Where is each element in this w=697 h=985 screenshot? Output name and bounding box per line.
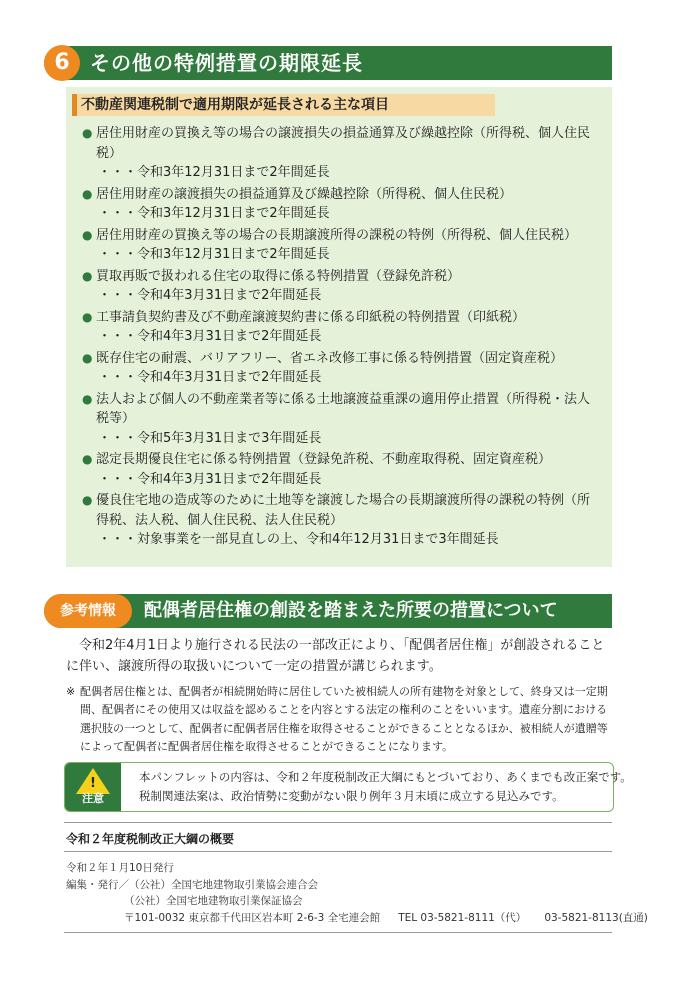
bullet-icon: ● xyxy=(82,126,93,140)
item-extension: ・・・令和4年3月31日まで2年間延長 xyxy=(98,370,322,385)
caution-line-1: 本パンフレットの内容は、令和２年度税制改正大綱にもとづいており、あくまでも改正案です。 xyxy=(139,770,632,784)
caution-box xyxy=(64,762,632,812)
section-number-badge: 6 xyxy=(44,45,80,81)
publication-date: 令和２年１月10日発行 xyxy=(66,862,174,874)
item-title: 買取再販で扱われる住宅の取得に係る特例措置（登録免許税） xyxy=(96,268,461,284)
caution-label: 注意 xyxy=(82,792,104,805)
item-extension: ・・・令和3年12月31日まで2年間延長 xyxy=(98,165,330,180)
bullet-icon: ● xyxy=(82,186,93,201)
section-title: その他の特例措置の期限延長 xyxy=(90,51,363,75)
list-item xyxy=(82,390,602,449)
list-item xyxy=(82,450,602,489)
extension-list xyxy=(82,124,602,552)
section-6-header xyxy=(44,46,612,80)
item-title: 法人および個人の不動産業者等に係る土地譲渡益重課の適用停止措置（所得税・法人税等） xyxy=(96,391,591,426)
bullet-icon: ● xyxy=(82,268,93,283)
bullet-icon: ● xyxy=(82,391,93,406)
item-extension: ・・・令和5年3月31日まで3年間延長 xyxy=(98,430,322,446)
reference-label-badge: 参考情報 xyxy=(44,594,132,628)
tel-main: TEL 03-5821-8111（代） xyxy=(398,911,527,924)
caution-text xyxy=(139,768,632,806)
item-title: 認定長期優良住宅に係る特例措置（登録免許税、不動産取得税、固定資産税） xyxy=(96,452,552,467)
item-title: 工事請負契約書及び不動産譲渡契約書に係る印紙税の特例措置（印紙税） xyxy=(96,309,526,325)
publication-info xyxy=(66,860,648,926)
publication-title: 令和２年度税制改正大綱の概要 xyxy=(66,832,235,846)
list-item xyxy=(82,226,602,265)
list-item xyxy=(82,185,602,224)
reference-header xyxy=(44,594,612,628)
item-title: 居住用財産の買換え等の場合の長期譲渡所得の課税の特例（所得税、個人住民税） xyxy=(96,227,578,243)
list-item xyxy=(82,308,602,347)
extension-items-panel xyxy=(66,87,612,567)
address-line xyxy=(66,910,648,927)
caution-label-block xyxy=(65,763,121,811)
address: 〒101-0032 東京都千代田区岩本町 2-6-3 全宅連会館 xyxy=(124,911,381,924)
item-extension: ・・・令和3年12月31日まで2年間延長 xyxy=(98,247,330,262)
item-extension: ・・・対象事業を一部見直しの上、令和4年12月31日まで3年間延長 xyxy=(98,532,499,547)
divider xyxy=(64,932,612,933)
reference-note: 配偶者居住権とは、配偶者が相続開始時に居住していた被相続人の所有建物を対象として、終身又は一定期間、配偶者にその使用又は収益を認めることを内容とする法定の権利のことをいいます。遺産分割における選択肢の一つとして、配偶者に配偶者居住権を取得させることができることとなるほか、被相続人が遺贈等によって配偶者に配偶者居住権を取得させることができることになります。 xyxy=(80,685,608,753)
item-extension: ・・・令和3年12月31日まで2年間延長 xyxy=(98,206,330,221)
item-title: 優良住宅地の造成等のために土地等を譲渡した場合の長期譲渡所得の課税の特例（所得税、法人税、個人住民税、法人住民税） xyxy=(96,493,591,528)
publisher-1: 編集・発行／（公社）全国宅地建物取引業協会連合会 xyxy=(66,878,318,891)
bullet-icon: ● xyxy=(82,227,93,242)
publisher-2: （公社）全国宅地建物取引業保証協会 xyxy=(124,895,303,907)
item-extension: ・・・令和4年3月31日まで2年間延長 xyxy=(98,471,322,487)
bullet-icon: ● xyxy=(82,350,93,365)
list-item xyxy=(82,267,602,306)
item-extension: ・・・令和4年3月31日まで2年間延長 xyxy=(98,288,322,303)
tel-direct: 03-5821-8113(直通) xyxy=(544,911,648,924)
caution-line-2: 税制関連法案は、政治情勢に変動がない限り例年３月末頃に成立する見込みです。 xyxy=(139,789,564,803)
list-item xyxy=(82,491,602,550)
exclamation-icon: ! xyxy=(90,776,96,791)
list-item xyxy=(82,349,602,388)
bullet-icon: ● xyxy=(82,309,93,324)
item-title: 居住用財産の買換え等の場合の譲渡損失の損益通算及び繰越控除（所得税、個人住民税） xyxy=(96,126,591,161)
bullet-icon: ● xyxy=(82,493,93,507)
item-title: 居住用財産の譲渡損失の損益通算及び繰越控除（所得税、個人住民税） xyxy=(96,186,513,202)
item-extension: ・・・令和4年3月31日まで2年間延長 xyxy=(98,329,322,344)
divider xyxy=(64,851,612,852)
reference-title: 配偶者居住権の創設を踏まえた所要の措置について xyxy=(144,600,558,621)
note-mark: ※ xyxy=(66,685,76,698)
list-item xyxy=(82,124,602,183)
bullet-icon: ● xyxy=(82,452,93,466)
panel-subheading: 不動産関連税制で適用期限が延長される主な項目 xyxy=(72,94,495,116)
item-title: 既存住宅の耐震、バリアフリー、省エネ改修工事に係る特例措置（固定資産税） xyxy=(96,350,563,366)
reference-body: 令和2年4月1日より施行される民法の一部改正により、「配偶者居住権」が創設されることに伴い、譲渡所得の取扱いについて一定の措置が講じられます。 xyxy=(66,638,605,674)
divider xyxy=(64,822,612,823)
